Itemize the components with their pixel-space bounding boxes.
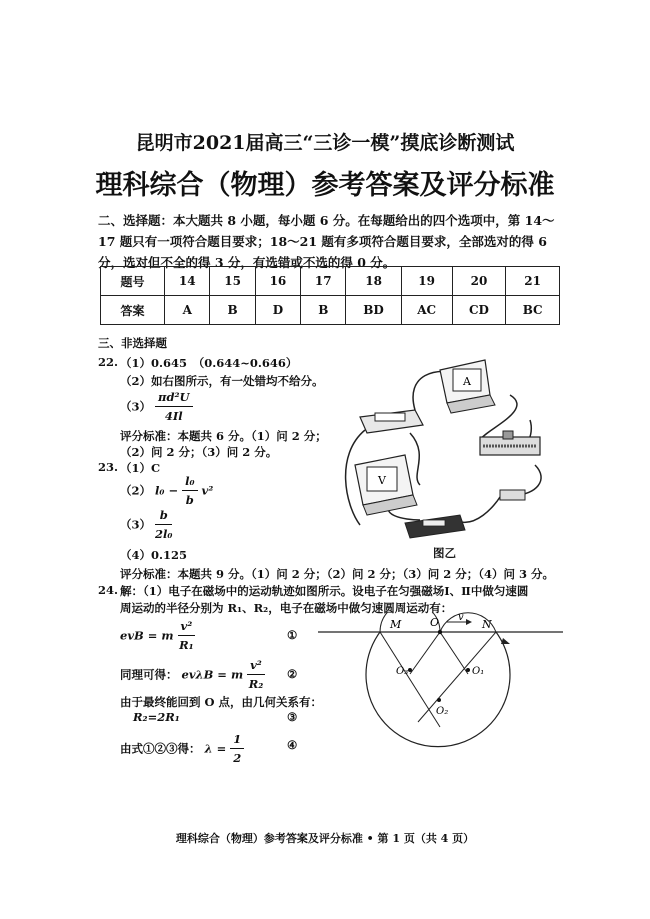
switch-box xyxy=(360,410,423,433)
q24-intro-1: 解：（1）电子在磁场中的运动轨迹如图所示。设电子在匀强磁场Ⅰ、Ⅱ中做匀速圆 xyxy=(120,584,529,598)
q23-part2-term-a: l₀ − xyxy=(155,483,179,498)
eq4-prefix: 由式①②③得： xyxy=(120,741,201,756)
q23-part2 xyxy=(120,472,213,509)
answer-cell: B xyxy=(210,296,255,325)
trajectory-arrowhead xyxy=(501,638,510,644)
q23-part3-numerator: b xyxy=(155,506,172,525)
point-o xyxy=(438,630,442,634)
q23-grading: 评分标准：本题共 9 分。（1）问 2 分；（2）问 2 分；（3）问 2 分；（4）问 3 分。 xyxy=(120,567,555,581)
eq4-fraction xyxy=(230,730,244,767)
answer-cell: AC xyxy=(401,296,452,325)
q23-part3-label: （3） xyxy=(120,517,152,532)
eq1-fraction xyxy=(178,617,196,654)
ammeter-label: A xyxy=(463,375,471,388)
velocity-arrowhead xyxy=(466,619,472,625)
row-label-question: 题号 xyxy=(101,267,165,296)
ammeter xyxy=(440,360,495,413)
question-number: 21 xyxy=(506,267,560,296)
eq2-fraction xyxy=(247,656,265,693)
answer-cell: BC xyxy=(506,296,560,325)
eq2-numerator: v² xyxy=(247,656,265,675)
table-row xyxy=(101,267,560,296)
wire xyxy=(410,433,420,485)
eq1-denominator: R₁ xyxy=(179,638,194,652)
q23-part3-fraction xyxy=(155,506,172,543)
eq4-denominator: 2 xyxy=(233,751,242,765)
eq2-denominator: R₂ xyxy=(248,677,264,691)
q23-part2-fraction xyxy=(182,472,197,509)
q23-part2-label: （2） xyxy=(120,483,152,498)
point-o2 xyxy=(437,698,441,702)
q22-fraction-denominator: 4Il xyxy=(164,409,183,423)
eq3-marker: ③ xyxy=(287,710,298,724)
q22-part1: （1）0.645 （0.644~0.646） xyxy=(120,356,298,370)
wire xyxy=(455,497,500,522)
eq4-numerator: 1 xyxy=(230,730,244,749)
figure-caption: 图乙 xyxy=(433,546,456,560)
table-row xyxy=(101,296,560,325)
q23-part3 xyxy=(120,506,172,543)
q24-equation-1 xyxy=(120,617,195,654)
eq3: R₂=2R₁ xyxy=(133,710,180,724)
question-number: 19 xyxy=(401,267,452,296)
q24-intro-2: 周运动的半径分别为 R₁、R₂，电子在磁场中做匀速圆周运动有： xyxy=(120,601,453,615)
label-o2: O₂ xyxy=(436,706,449,717)
q24-equation-2 xyxy=(120,656,265,693)
eq1-numerator: v² xyxy=(178,617,196,636)
label-o1: O₁ xyxy=(472,666,485,677)
key-switch xyxy=(500,490,525,500)
radius-line xyxy=(380,632,440,727)
label-o3: O₃ xyxy=(396,666,409,677)
question-number: 18 xyxy=(346,267,401,296)
q23-part1: （1）C xyxy=(120,461,161,475)
eq4-lhs: λ = xyxy=(204,741,227,756)
answer-table xyxy=(100,266,560,325)
answer-cell: D xyxy=(255,296,300,325)
label-n: N xyxy=(482,618,492,631)
title-line-2: 理科综合（物理）参考答案及评分标准 xyxy=(95,170,555,201)
answer-cell: A xyxy=(165,296,210,325)
q22-grading-1: 评分标准：本题共 6 分。（1）问 2 分； xyxy=(120,429,327,443)
page-footer: 理科综合（物理）参考答案及评分标准 • 第 1 页（共 4 页） xyxy=(175,832,475,845)
circuit-figure xyxy=(335,355,560,550)
radius-line xyxy=(418,632,496,722)
eq2-prefix: 同理可得： xyxy=(120,667,178,682)
label-v: v xyxy=(458,612,464,623)
eq2-marker: ② xyxy=(287,667,298,681)
answer-cell: B xyxy=(301,296,346,325)
trajectory-diagram xyxy=(318,612,568,817)
q22-fraction-numerator: πd²U xyxy=(155,388,193,407)
q22-number: 22. xyxy=(98,355,119,369)
eq2-lhs: evλB = m xyxy=(181,667,244,682)
q22-part2: （2）如右图所示，有一处错均不给分。 xyxy=(120,374,324,388)
eq1-marker: ① xyxy=(287,628,298,642)
question-number: 14 xyxy=(165,267,210,296)
eq3-text: 由于最终能回到 O 点，由几何关系有： xyxy=(120,695,323,709)
voltmeter-label: V xyxy=(378,474,386,487)
q23-part2-term-b: v² xyxy=(201,483,214,498)
q22-fraction xyxy=(155,388,193,425)
q22-part3-label: （3） xyxy=(120,399,152,414)
q23-part4: （4）0.125 xyxy=(120,548,188,562)
large-arc xyxy=(366,632,510,747)
q23-part3-denominator: 2l₀ xyxy=(155,527,173,541)
q22-grading-2: （2）问 2 分；（3）问 2 分。 xyxy=(120,445,278,459)
question-number: 16 xyxy=(255,267,300,296)
section-3-heading: 三、非选择题 xyxy=(98,336,167,350)
section-2-instructions: 二、选择题：本大题共 8 小题，每小题 6 分。在每题给出的四个选项中，第 14～17 题只有一项符合题目要求；18～21 题有多项符合题目要求，全部选对的得 6 分，选对但不全的得 3 分，有选错或不选的得 0 分。 xyxy=(98,213,555,270)
eq1-lhs: evB = m xyxy=(120,628,174,643)
voltmeter xyxy=(355,455,417,515)
point-o3 xyxy=(408,668,412,672)
question-number: 15 xyxy=(210,267,255,296)
label-m: M xyxy=(390,618,402,631)
title-line-1: 昆明市2021届高三“三诊一模”摸底诊断测试 xyxy=(135,132,515,154)
answer-cell: CD xyxy=(452,296,506,325)
row-label-answer: 答案 xyxy=(101,296,165,325)
question-number: 17 xyxy=(301,267,346,296)
radius-line xyxy=(440,632,468,674)
q23-number: 23. xyxy=(98,460,119,474)
label-o: O xyxy=(430,616,440,629)
point-o1 xyxy=(466,668,470,672)
resistor-board xyxy=(405,515,465,538)
q24-equation-4 xyxy=(120,730,244,767)
question-number: 20 xyxy=(452,267,506,296)
radius-line xyxy=(410,632,440,674)
answer-cell: BD xyxy=(346,296,401,325)
q22-part3 xyxy=(120,388,193,425)
q24-number: 24. xyxy=(98,583,119,597)
eq4-marker: ④ xyxy=(287,738,298,752)
q23-part2-denominator: b xyxy=(185,493,194,507)
q23-part2-numerator: l₀ xyxy=(182,472,197,491)
